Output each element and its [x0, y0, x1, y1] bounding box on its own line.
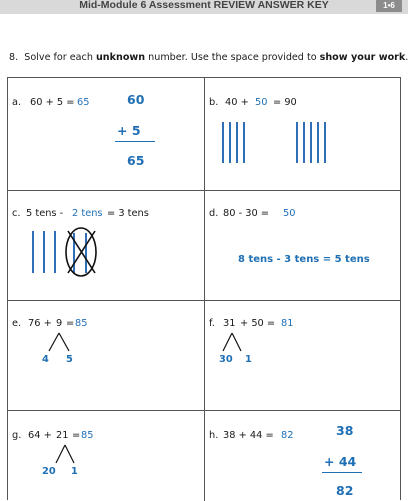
problem-g-equation-start: 64 +	[28, 430, 52, 441]
instruction-show-work: show your work	[319, 52, 406, 63]
problem-a	[8, 78, 204, 190]
problem-e-split-right: 5	[66, 354, 73, 365]
instruction-mid: number. Use the space provided to	[145, 52, 320, 63]
tally-mark	[303, 122, 305, 163]
problem-b-answer: 50	[255, 97, 268, 108]
problem-a-equation: 60 + 5 =	[30, 97, 75, 108]
bond-line-right	[65, 445, 74, 463]
problem-e-addend: 9	[56, 318, 63, 329]
problem-e-answer: 85	[75, 318, 88, 329]
problem-h-work-sum: 82	[336, 483, 354, 498]
tally-mark	[296, 122, 298, 163]
problem-f	[205, 301, 401, 410]
tally-mark	[222, 122, 224, 163]
bond-line-left	[49, 333, 59, 351]
problem-h-sum-line	[322, 472, 362, 473]
problem-b-equation-end: = 90	[273, 97, 297, 108]
problem-f-split-right: 1	[245, 354, 252, 365]
problem-d-work: 8 tens - 3 tens = 5 tens	[238, 254, 370, 265]
problem-b-label: b.	[209, 97, 219, 108]
bond-line-right	[59, 333, 69, 351]
problem-a-sum-line	[115, 141, 155, 142]
problem-h	[205, 411, 401, 501]
problem-g-label: g.	[12, 430, 22, 441]
crossed-tally-group	[62, 225, 102, 279]
header-title: Mid-Module 6 Assessment REVIEW ANSWER KEY	[79, 0, 329, 11]
number-bond-lines	[217, 331, 247, 353]
problem-a-answer: 65	[77, 97, 90, 108]
problem-h-work-addend: + 44	[324, 454, 357, 469]
problem-g-equals: =	[72, 430, 81, 441]
problem-g-split-left: 20	[42, 466, 56, 477]
problem-h-work-top: 38	[336, 423, 354, 438]
problem-e-equation-start: 76 +	[28, 318, 52, 329]
problem-g-answer: 85	[81, 430, 94, 441]
problem-b-equation-start: 40 +	[225, 97, 249, 108]
problem-d-label: d.	[209, 208, 219, 219]
problem-g-addend: 21	[56, 430, 69, 441]
problem-f-answer: 81	[281, 318, 294, 329]
problem-h-equation: 38 + 44 =	[223, 430, 274, 441]
problem-d	[205, 191, 401, 300]
tally-mark	[324, 122, 326, 163]
problem-f-addend: 31	[223, 318, 236, 329]
problem-g	[8, 411, 204, 501]
tally-mark	[310, 122, 312, 163]
problem-d-equation: 80 - 30 =	[223, 208, 270, 219]
problem-a-work-top: 60	[127, 92, 145, 107]
tally-mark	[229, 122, 231, 163]
problem-number: 8.	[9, 52, 19, 63]
problem-e-split-left: 4	[42, 354, 49, 365]
tally-mark	[54, 231, 56, 273]
tally-mark	[43, 231, 45, 273]
problem-a-work-sum: 65	[127, 153, 145, 168]
problem-c-equation-end: = 3 tens	[107, 208, 149, 219]
instruction-unknown: unknown	[95, 52, 146, 63]
bond-line-left	[223, 333, 232, 351]
bond-line-right	[232, 333, 241, 351]
problems-table	[7, 77, 401, 500]
instruction-pre: Solve for each	[24, 52, 96, 63]
tally-mark	[243, 122, 245, 163]
number-bond-lines	[50, 443, 80, 465]
instruction-text	[9, 52, 408, 63]
problem-c-label: c.	[12, 208, 21, 219]
problem-e-label: e.	[12, 318, 22, 329]
problem-a-work-addend: + 5	[117, 123, 141, 138]
problem-c	[8, 191, 204, 300]
page-header	[0, 0, 408, 14]
problem-f-split-left: 30	[219, 354, 233, 365]
problem-e-equals: =	[66, 318, 75, 329]
problem-e	[8, 301, 204, 410]
problem-f-label: f.	[209, 318, 215, 329]
problem-a-label: a.	[12, 97, 22, 108]
problem-h-label: h.	[209, 430, 219, 441]
problem-d-answer: 50	[283, 208, 296, 219]
bond-line-left	[56, 445, 65, 463]
problem-c-answer: 2 tens	[72, 208, 103, 219]
tally-mark	[317, 122, 319, 163]
problem-g-split-right: 1	[71, 466, 78, 477]
module-badge: 1•6	[376, 0, 402, 12]
problem-c-equation-start: 5 tens -	[26, 208, 64, 219]
number-bond-lines	[44, 331, 74, 353]
problem-b	[205, 78, 401, 190]
tally-mark	[236, 122, 238, 163]
tally-mark	[32, 231, 34, 273]
problem-h-answer: 82	[281, 430, 294, 441]
problem-f-equation: + 50 =	[240, 318, 276, 329]
